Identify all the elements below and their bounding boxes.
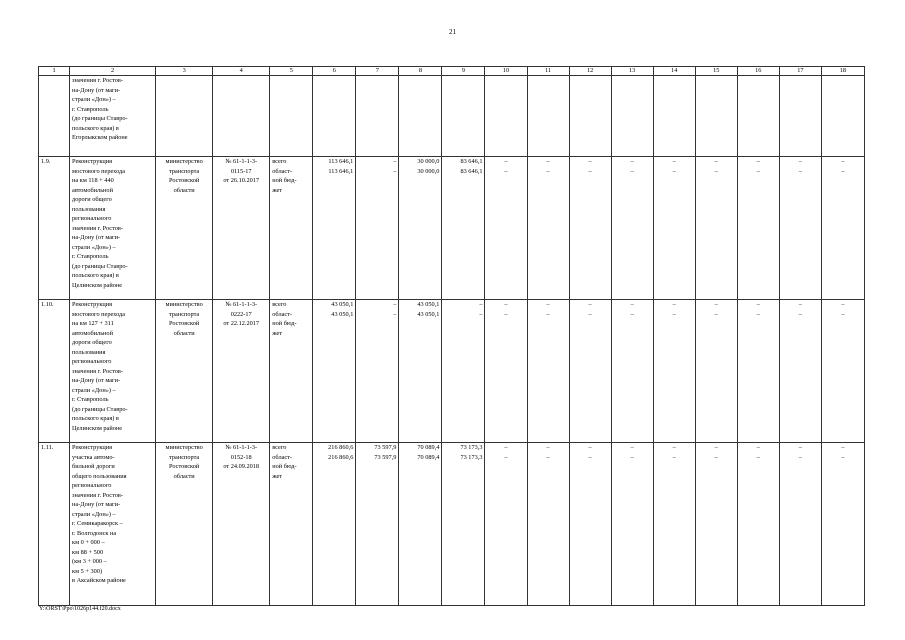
amount-year-cell: – – [569, 157, 611, 300]
column-number-header: 17 [779, 67, 821, 76]
column-number-header: 18 [821, 67, 864, 76]
amount-total-cell [313, 76, 356, 157]
column-number-header: 5 [270, 67, 313, 76]
header-row [39, 67, 865, 76]
amount-year-cell: 70 089,4 70 089,4 [399, 443, 442, 606]
funding-source-cell [270, 76, 313, 157]
table-row [39, 300, 865, 443]
amount-year-cell: – – [779, 443, 821, 606]
amount-year-cell [695, 76, 737, 157]
amount-year-cell: – – [527, 300, 569, 443]
object-name-cell: значения г. Ростов- на-Дону (от маги- страли «Дон») – г. Ставрополь (до границы Ставро- польского края) в Егорлыкском районе [70, 76, 156, 157]
column-number-header: 11 [527, 67, 569, 76]
column-number-header: 8 [399, 67, 442, 76]
amount-year-cell: – – [653, 157, 695, 300]
amount-year-cell: – – [779, 300, 821, 443]
amount-year-cell: – – [695, 443, 737, 606]
amount-year-cell: – – [821, 443, 864, 606]
amount-year-cell [737, 76, 779, 157]
object-name-cell: Реконструкция мостового перехода на км 127 + 311 автомобильной дороги общего пользования регионального значения г. Ростов- на-Дону (от маги- страли «Дон») – г. Ставрополь (до границы Ставро- польского края) в Целинском районе [70, 300, 156, 443]
column-number-header: 6 [313, 67, 356, 76]
amount-year-cell [611, 76, 653, 157]
row-number-cell: 1.10. [39, 300, 70, 443]
amount-total-cell: 216 860,6 216 860,6 [313, 443, 356, 606]
amount-year-cell: – – [527, 443, 569, 606]
amount-year-cell [821, 76, 864, 157]
amount-year-cell: – – [485, 300, 527, 443]
column-number-header: 4 [213, 67, 270, 76]
object-name-cell: Реконструкция мостового перехода на км 118 + 440 автомобильной дороги общего пользования регионального значения г. Ростов- на-Дону (от маги- страли «Дон») – г. Ставрополь (до границы Ставро- польского края) в Целинском районе [70, 157, 156, 300]
row-number-cell: 1.11. [39, 443, 70, 606]
amount-year-cell: – – [611, 443, 653, 606]
amount-year-cell: 43 050,1 43 050,1 [399, 300, 442, 443]
column-number-header: 15 [695, 67, 737, 76]
amount-year-cell: – – [569, 443, 611, 606]
amount-year-cell: – – [611, 300, 653, 443]
executor-cell: министерство транспорта Ростовской области [156, 300, 213, 443]
amount-year-cell [569, 76, 611, 157]
amount-year-cell: – – [442, 300, 485, 443]
row-number-cell [39, 76, 70, 157]
amount-year-cell: – – [737, 157, 779, 300]
amount-year-cell: 73 173,3 73 173,3 [442, 443, 485, 606]
amount-year-cell: 30 000,0 30 000,0 [399, 157, 442, 300]
amount-year-cell: – – [569, 300, 611, 443]
object-name-cell: Реконструкция участка автомо- бильной дороги общего пользования регионального значения г. Ростов- на-Дону (от маги- страли «Дон») – г. Семикаракорск – г. Волгодонск на км 0 + 000 – км 88 + 500 (км 3 + 000 – км 5 + 300) в Аксайском районе [70, 443, 156, 606]
funding-source-cell: всего област- ной бюд- жет [270, 300, 313, 443]
column-number-header: 1 [39, 67, 70, 76]
column-number-header: 12 [569, 67, 611, 76]
column-number-header: 2 [70, 67, 156, 76]
amount-year-cell: – – [485, 157, 527, 300]
column-number-header: 7 [356, 67, 399, 76]
amount-year-cell: – – [779, 157, 821, 300]
amount-year-cell: – – [695, 157, 737, 300]
financing-table [38, 66, 865, 606]
amount-year-cell: – – [653, 443, 695, 606]
amount-year-cell: 73 597,9 73 597,9 [356, 443, 399, 606]
column-number-header: 14 [653, 67, 695, 76]
column-number-header: 3 [156, 67, 213, 76]
document-number-cell: № 61-1-1-3- 0115-17 от 26.10.2017 [213, 157, 270, 300]
amount-total-cell: 43 050,1 43 050,1 [313, 300, 356, 443]
document-number-cell: № 61-1-1-3- 0222-17 от 22.12.2017 [213, 300, 270, 443]
amount-year-cell [399, 76, 442, 157]
amount-year-cell: – – [821, 157, 864, 300]
executor-cell: министерство транспорта Ростовской области [156, 443, 213, 606]
file-path-footer: Y:\ORST\Ppo\1026p144.f20.docx [39, 606, 121, 612]
amount-year-cell [442, 76, 485, 157]
amount-year-cell: – – [611, 157, 653, 300]
amount-year-cell: – – [737, 443, 779, 606]
amount-total-cell: 113 646,1 113 646,1 [313, 157, 356, 300]
column-number-header: 9 [442, 67, 485, 76]
page-number: 21 [449, 28, 456, 36]
amount-year-cell: – – [821, 300, 864, 443]
amount-year-cell: – – [485, 443, 527, 606]
column-number-header: 16 [737, 67, 779, 76]
row-number-cell: 1.9. [39, 157, 70, 300]
amount-year-cell [527, 76, 569, 157]
amount-year-cell: – – [356, 157, 399, 300]
document-number-cell: № 61-1-1-3- 0152-18 от 24.09.2018 [213, 443, 270, 606]
table-row [39, 157, 865, 300]
funding-source-cell: всего област- ной бюд- жет [270, 443, 313, 606]
amount-year-cell: – – [527, 157, 569, 300]
column-number-header: 13 [611, 67, 653, 76]
executor-cell: министерство транспорта Ростовской области [156, 157, 213, 300]
amount-year-cell [485, 76, 527, 157]
column-number-header: 10 [485, 67, 527, 76]
amount-year-cell [356, 76, 399, 157]
amount-year-cell: 83 646,1 83 646,1 [442, 157, 485, 300]
funding-source-cell: всего област- ной бюд- жет [270, 157, 313, 300]
executor-cell [156, 76, 213, 157]
amount-year-cell: – – [653, 300, 695, 443]
table-row [39, 76, 865, 157]
amount-year-cell: – – [737, 300, 779, 443]
amount-year-cell [779, 76, 821, 157]
amount-year-cell: – – [356, 300, 399, 443]
document-number-cell [213, 76, 270, 157]
amount-year-cell: – – [695, 300, 737, 443]
amount-year-cell [653, 76, 695, 157]
table-row [39, 443, 865, 606]
